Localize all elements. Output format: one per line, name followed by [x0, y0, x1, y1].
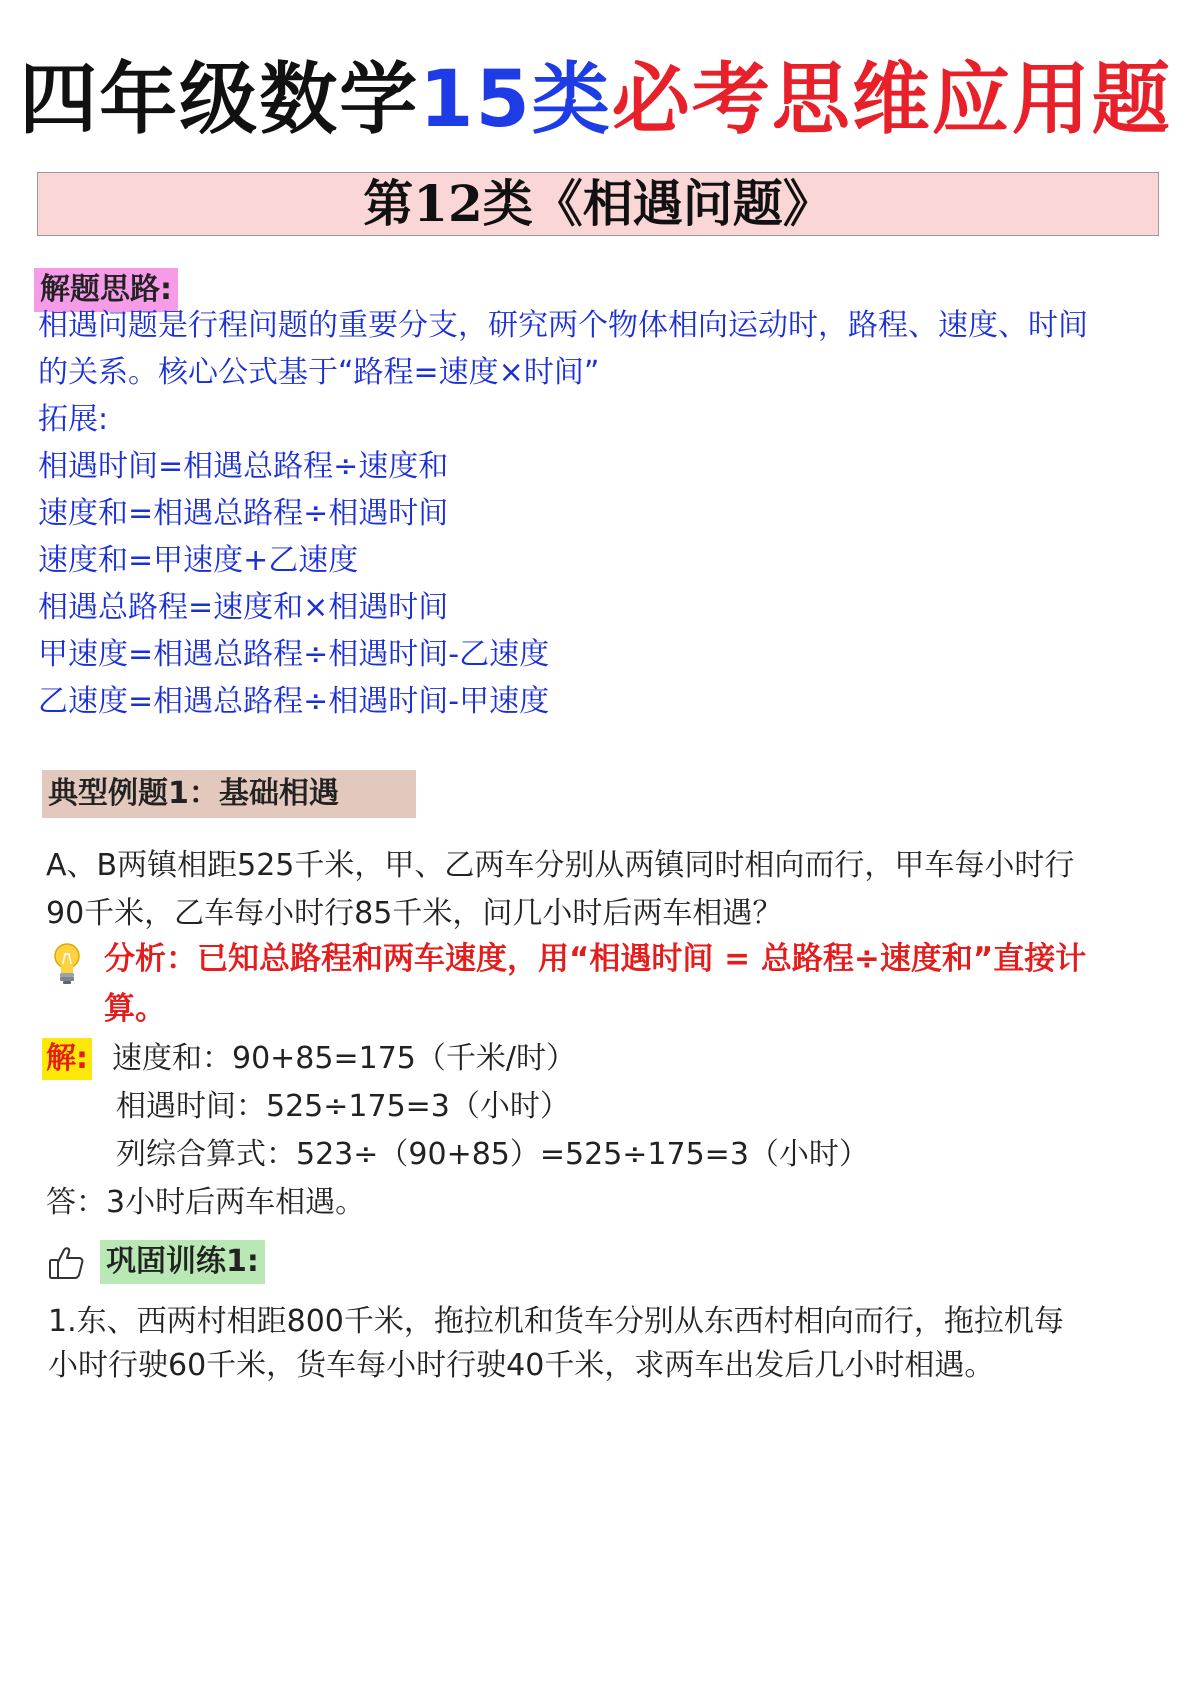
page-title [0, 50, 1191, 150]
practice-problem [48, 1300, 1158, 1388]
practice-line: 1.东、西两村相距800千米，拖拉机和货车分别从东西村相向而行，拖拉机每 [48, 1304, 1064, 1339]
example-problem [46, 842, 1166, 938]
formula-line: 速度和=甲速度+乙速度 [38, 543, 359, 578]
formula-line: 相遇总路程=速度和×相遇时间 [38, 590, 449, 625]
approach-intro-line: 相遇问题是行程问题的重要分支，研究两个物体相向运动时，路程、速度、时间 [38, 308, 1088, 343]
formula-line: 甲速度=相遇总路程÷相遇时间-乙速度 [38, 637, 550, 672]
formula-line: 相遇时间=相遇总路程÷速度和 [38, 449, 449, 484]
formula-line: 乙速度=相遇总路程÷相遇时间-甲速度 [38, 684, 550, 719]
practice-label: 巩固训练1: [100, 1240, 265, 1284]
problem-line: 90千米，乙车每小时行85千米，问几小时后两车相遇？ [46, 896, 783, 931]
approach-intro-line: 的关系。核心公式基于“路程=速度×时间” [38, 355, 600, 390]
section-subtitle: 第12类《相遇问题》 [37, 172, 1159, 236]
solution-label: 解: [42, 1038, 92, 1080]
approach-label: 解题思路: [34, 268, 178, 312]
solution-line: 列综合算式：523÷（90+85）=525÷175=3（小时） [116, 1137, 869, 1172]
thumbs-up-icon [48, 1244, 86, 1282]
practice-line: 小时行驶60千米，货车每小时行驶40千米，求两车出发后几小时相遇。 [48, 1348, 995, 1383]
example-analysis [104, 934, 1134, 1034]
analysis-line: 分析：已知总路程和两车速度，用“相遇时间 = 总路程÷速度和”直接计 [104, 941, 1087, 977]
analysis-line: 算。 [104, 991, 166, 1027]
lightbulb-icon [52, 942, 82, 986]
title-part-topic: 必考思维应用题 [611, 55, 1172, 145]
answer-line: 答：3小时后两车相遇。 [46, 1185, 366, 1220]
approach-content [38, 302, 1178, 725]
formula-line: 速度和=相遇总路程÷相遇时间 [38, 496, 449, 531]
extend-label: 拓展: [38, 402, 109, 437]
title-part-count: 15类 [419, 55, 612, 145]
example-label: 典型例题1：基础相遇 [42, 770, 416, 818]
solution-line: 速度和：90+85=175（千米/时） [112, 1041, 576, 1076]
problem-line: A、B两镇相距525千米，甲、乙两车分别从两镇同时相向而行，甲车每小时行 [46, 848, 1075, 883]
title-part-grade: 四年级数学 [19, 55, 420, 145]
solution-line: 相遇时间：525÷175=3（小时） [116, 1089, 570, 1124]
